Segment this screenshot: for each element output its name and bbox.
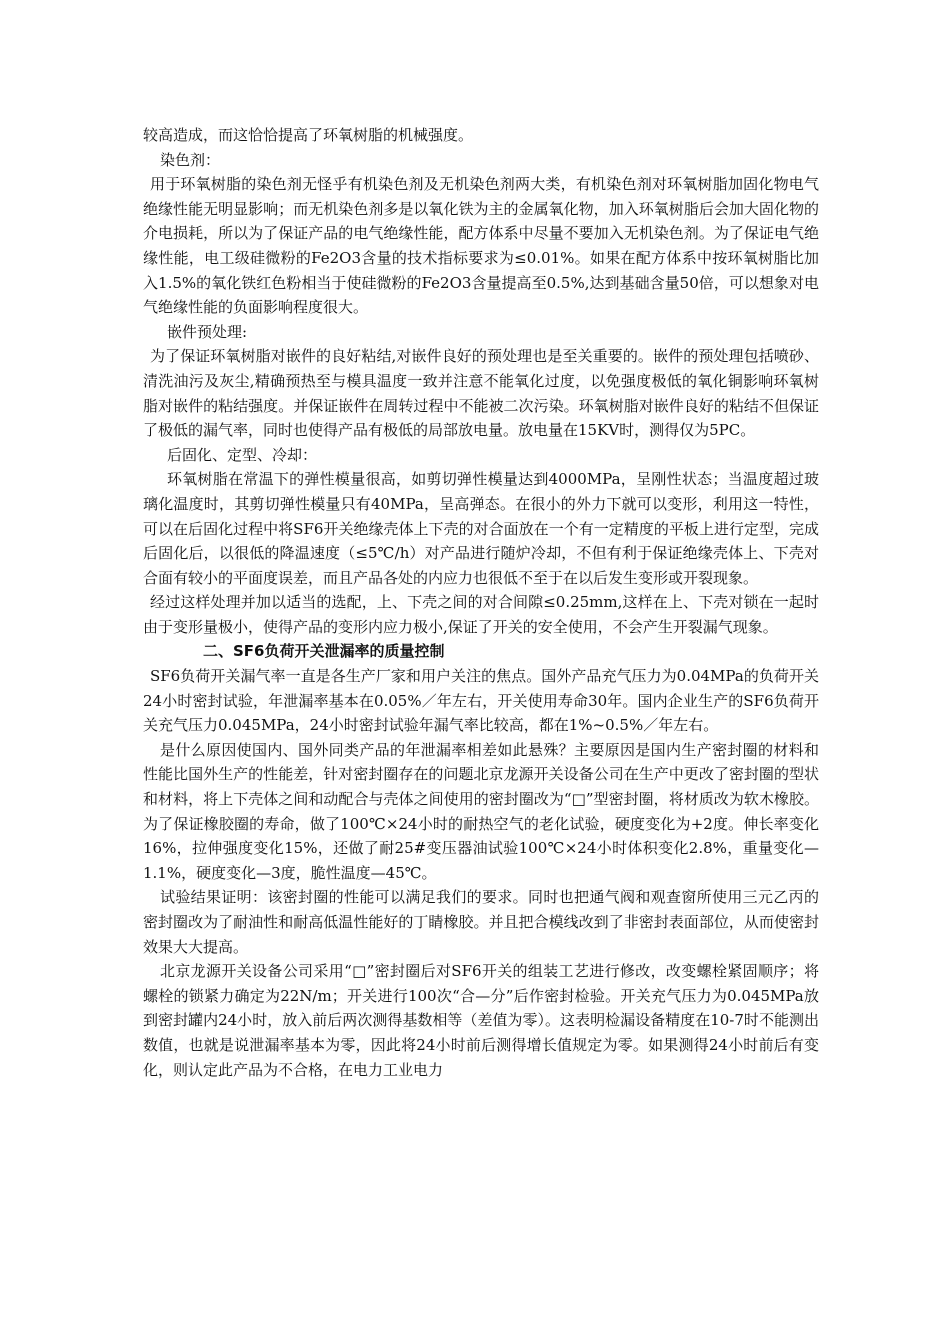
subheading-colorant: 染色剂： [160, 150, 221, 169]
section-heading-leakage: 二、SF6负荷开关泄漏率的质量控制 [203, 642, 445, 661]
subheading-post-cure: 后固化、定型、冷却： [167, 445, 318, 464]
paragraph-test-result: 试验结果证明：该密封圈的性能可以满足我们的要求。同时也把通气阀和观查窗所使用三元乙丙的密封圈改为了耐油性和耐高低温性能好的丁睛橡胶。并且把合模线改到了非密封表面部位，从而使密封效果大大提高。 [143, 888, 819, 956]
paragraph-insert-pretreatment: 为了保证环氧树脂对嵌件的良好粘结,对嵌件良好的预处理也是至关重要的。嵌件的预处理包括喷砂、清洗油污及灰尘,精确预热至与模具温度一致并注意不能氧化过度，以免强度极低的氧化铜影响环氧树脂对嵌件的粘结强度。并保证嵌件在周转过程中不能被二次污染。环氧树脂对嵌件良好的粘结不但保证了极低的漏气率，同时也使得产品有极低的局部放电量。放电量在15KV时，测得仅为5PC。 [143, 347, 819, 440]
paragraph-post-cure: 环氧树脂在常温下的弹性模量很高，如剪切弹性模量达到4000MPa，呈刚性状态；当温度超过玻璃化温度时，其剪切弹性模量只有40MPa，呈高弹态。在很小的外力下就可以变形，利用这一特性，可以在后固化过程中将SF6开关绝缘壳体上下壳的对合面放在一个有一定精度的平板上进行定型，完成后固化后，以很低的降温速度（≤5℃/h）对产品进行随炉冷却，不但有利于保证绝缘壳体上、下壳对合面有较小的平面度误差，而且产品各处的内应力也很低不至于在以后发生变形或开裂现象。 [143, 470, 819, 587]
subheading-insert-pretreatment: 嵌件预处理: [167, 322, 248, 341]
document-page [143, 123, 819, 1082]
paragraph-colorant: 用于环氧树脂的染色剂无怪乎有机染色剂及无机染色剂两大类，有机染色剂对环氧树脂加固化物电气绝缘性能无明显影响；而无机染色剂多是以氧化铁为主的金属氧化物，加入环氧树脂后会加大固化物的介电损耗，所以为了保证产品的电气绝缘性能，配方体系中尽量不要加入无机染色剂。为了保证电气绝缘性能，电工级硅微粉的Fe2O3含量的技术指标要求为≤0.01%。如果在配方体系中按环氧树脂比加入1.5%的氧化铁红色粉相当于使硅微粉的Fe2O3含量提高至0.5%,达到基础含量50倍，可以想象对电气绝缘性能的负面影响程度很大。 [143, 175, 819, 317]
paragraph-intro-tail: 较高造成，而这恰恰提高了环氧树脂的机械强度。 [143, 126, 474, 144]
paragraph-assembly-process: 北京龙源开关设备公司采用“□”密封圈后对SF6开关的组装工艺进行修改，改变螺栓紧固顺序；将螺栓的锁紧力确定为22N/m；开关进行100次“合—分”后作密封检验。开关充气压力为0.045MPa放到密封罐内24小时，放入前后两次测得基数相等（差值为零）。这表明检漏设备精度在10-7时不能测出数值，也就是说泄漏率基本为零，因此将24小时前后测得增长值规定为零。如果测得24小时前后有变化，则认定此产品为不合格，在电力工业电力 [143, 962, 819, 1079]
paragraph-leakage-rate: SF6负荷开关漏气率一直是各生产厂家和用户关注的焦点。国外产品充气压力为0.04MPa的负荷开关24小时密封试验，年泄漏率基本在0.05%／年左右，开关使用寿命30年。国内企业生产的SF6负荷开关充气压力0.045MPa，24小时密封试验年漏气率比较高，都在1%~0.5%／年左右。 [143, 667, 819, 735]
paragraph-leakage-cause: 是什么原因使国内、国外同类产品的年泄漏率相差如此悬殊？主要原因是国内生产密封圈的材料和性能比国外生产的性能差，针对密封圈存在的问题北京龙源开关设备公司在生产中更改了密封圈的型状和材料，将上下壳体之间和动配合与壳体之间使用的密封圈改为“□”型密封圈，将材质改为软木橡胶。为了保证橡胶圈的寿命，做了100℃×24小时的耐热空气的老化试验，硬度变化为+2度。伸长率变化16%，拉伸强度变化15%，还做了耐25#变压器油试验100℃×24小时体积变化2.8%，重量变化—1.1%，硬度变化—3度，脆性温度—45℃。 [143, 740, 819, 882]
paragraph-assembly-gap: 经过这样处理并加以适当的选配，上、下壳之间的对合间隙≤0.25mm,这样在上、下壳对锁在一起时由于变形量极小，使得产品的变形内应力极小,保证了开关的安全使用，不会产生开裂漏气现象。 [143, 593, 819, 636]
